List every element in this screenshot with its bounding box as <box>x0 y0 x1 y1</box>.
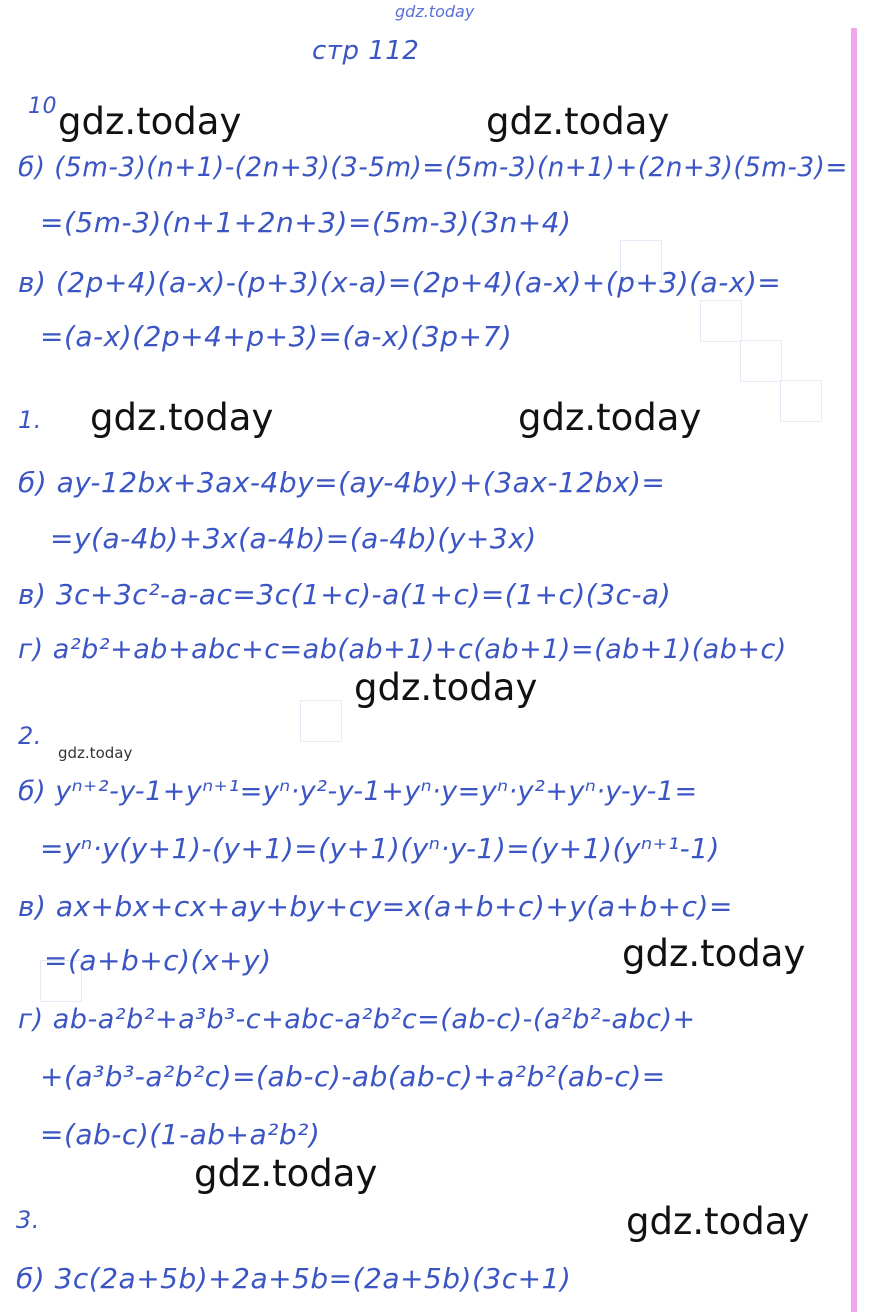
grid-square <box>740 340 782 382</box>
watermark: gdz.today <box>486 100 670 143</box>
grid-square <box>700 300 742 342</box>
section-number: 10 <box>28 94 57 119</box>
watermark: gdz.today <box>194 1152 378 1195</box>
watermark: gdz.today <box>58 744 133 762</box>
section-number: 3. <box>16 1206 40 1234</box>
math-line: в) ax+bx+cx+ay+by+cy=x(a+b+c)+y(a+b+c)= <box>18 890 733 923</box>
watermark: gdz.today <box>622 932 806 975</box>
math-line: г) ab-a²b²+a³b³-c+abc-a²b²c=(ab-c)-(a²b²-abc)+ <box>18 1004 696 1035</box>
math-line: =yⁿ·y(y+1)-(y+1)=(y+1)(yⁿ·y-1)=(y+1)(yⁿ⁺¹-1) <box>40 832 720 865</box>
math-line: г) a²b²+ab+abc+c=ab(ab+1)+c(ab+1)=(ab+1)(ab+c) <box>18 634 787 665</box>
watermark: gdz.today <box>58 100 242 143</box>
math-line: б) 3c(2a+5b)+2a+5b=(2a+5b)(3c+1) <box>16 1262 572 1295</box>
math-line: =(a+b+c)(x+y) <box>44 944 272 977</box>
math-line: в) 3c+3c²-a-ac=3c(1+c)-a(1+c)=(1+c)(3c-a) <box>18 578 672 611</box>
math-line: =(a-x)(2p+4+p+3)=(a-x)(3p+7) <box>40 320 513 353</box>
math-line: =(5m-3)(n+1+2n+3)=(5m-3)(3n+4) <box>40 206 572 239</box>
page-label: стр 112 <box>312 36 420 66</box>
margin-line <box>851 28 857 1312</box>
site-mark: gdz.today <box>395 2 475 21</box>
grid-square <box>300 700 342 742</box>
math-line: б) ay-12bx+3ax-4by=(ay-4by)+(3ax-12bx)= <box>18 466 666 499</box>
watermark: gdz.today <box>518 396 702 439</box>
math-line: +(a³b³-a²b²c)=(ab-c)-ab(ab-c)+a²b²(ab-c)= <box>40 1060 666 1093</box>
math-line: в) (2p+4)(a-x)-(p+3)(x-a)=(2p+4)(a-x)+(p+3)(a-x)= <box>18 266 782 299</box>
math-line: б) (5m-3)(n+1)-(2n+3)(3-5m)=(5m-3)(n+1)+(2n+3)(5m-3)= <box>18 152 848 183</box>
math-line: =y(a-4b)+3x(a-4b)=(a-4b)(y+3x) <box>50 522 537 555</box>
section-number: 1. <box>18 406 42 434</box>
watermark: gdz.today <box>626 1200 810 1243</box>
section-number: 2. <box>18 722 42 750</box>
math-line: =(ab-c)(1-ab+a²b²) <box>40 1118 321 1151</box>
watermark: gdz.today <box>354 666 538 709</box>
math-line: б) yⁿ⁺²-y-1+yⁿ⁺¹=yⁿ·y²-y-1+yⁿ·y=yⁿ·y²+yⁿ·y-y-1= <box>18 776 698 807</box>
grid-square <box>780 380 822 422</box>
watermark: gdz.today <box>90 396 274 439</box>
